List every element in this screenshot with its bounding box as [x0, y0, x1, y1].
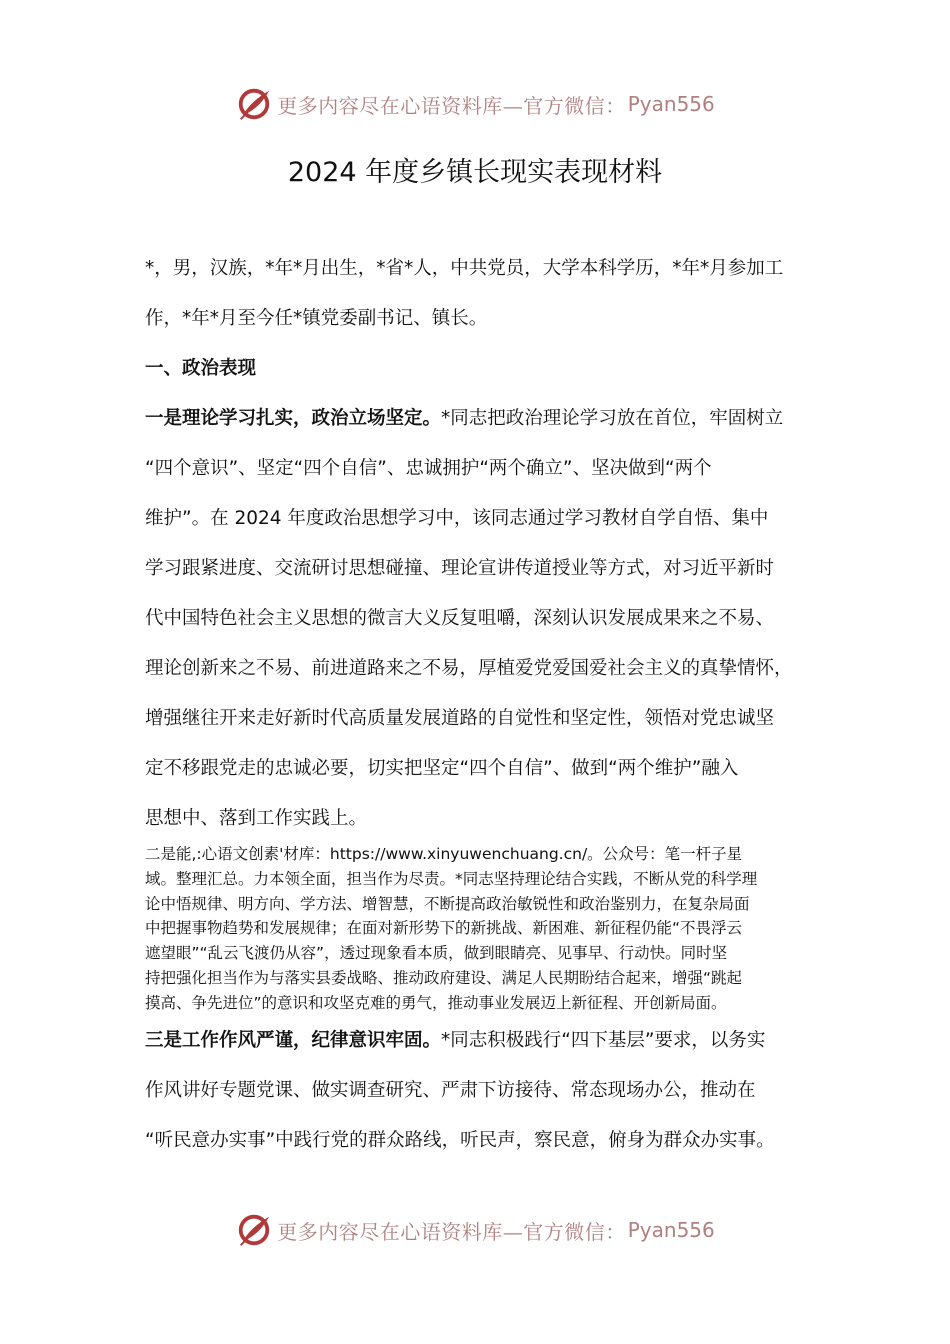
watermark-library-name: 更多内容尽在心语资料库	[277, 1219, 503, 1244]
para1-line: 代中国特色社会主义思想的微言大义反复咀嚼，深刻认识发展成果来之不易、	[145, 608, 775, 629]
para2-line: 论中悟规律、明方向、学方法、增智慧，不断提高政治敏锐性和政治鉴别力，在复杂局面	[145, 894, 750, 913]
watermark-wechat-label: 官方微信：	[523, 1219, 626, 1244]
para1-line: “四个意识”、坚定“四个自信”、忠诚拥护“两个确立”、坚决做到“两个	[145, 458, 712, 479]
watermark-banner-top	[0, 84, 950, 124]
para1-first-line	[145, 394, 825, 444]
para1-line: 理论创新来之不易、前进道路来之不易，厚植爱党爱国爱社会主义的真挚情怀，	[145, 658, 793, 679]
watermark-library-name: 更多内容尽在心语资料库	[277, 93, 503, 118]
watermark-banner-bottom	[0, 1210, 950, 1250]
watermark-separator: —	[502, 1219, 524, 1244]
para2-line: 持把强化担当作为与落实县委战略、推动政府建设、满足人民期盼结合起来，增强“跳起	[145, 968, 743, 987]
para2-line: 中把握事物趋势和发展规律；在面对新形势下的新挑战、新困难、新征程仍能“不畏浮云	[145, 919, 743, 938]
paragraph-3	[145, 1016, 825, 1166]
intro-line: 作，*年*月至今任*镇党委副书记、镇长。	[145, 308, 488, 329]
intro-line: *，男，汉族，*年*月出生，*省*人，中共党员，大学本科学历，*年*月参加工	[145, 258, 784, 279]
watermark-text	[277, 90, 626, 119]
para1-line: 维护”。在 2024 年度政治思想学习中，该同志通过学习教材自学自悟、集中	[145, 508, 769, 529]
paragraph-1	[145, 394, 825, 844]
watermark-text	[277, 1216, 626, 1245]
para1-lead: 一是理论学习扎实，政治立场坚定。	[145, 408, 442, 429]
feather-logo-icon	[235, 85, 273, 123]
para1-line: 学习跟紧进度、交流研讨思想碰撞、理论宣讲传道授业等方式，对习近平新时	[145, 558, 775, 579]
section1-heading: 一、政治表现	[145, 358, 257, 379]
para3-first-line	[145, 1016, 825, 1066]
para3-first-line-rest: *同志积极践行“四下基层”要求，以务实	[441, 1030, 766, 1051]
para2-line: 二是能,:心语文创素'材库：https://www.xinyuwenchuang.cn/。公众号：笔一杆子星	[145, 845, 743, 863]
watermark-wechat-id: Pyan556	[627, 92, 715, 116]
intro-paragraph	[145, 244, 825, 344]
paragraph-2	[145, 842, 825, 1016]
para3-line: “听民意办实事”中践行党的群众路线，听民声，察民意，俯身为群众办实事。	[145, 1130, 775, 1151]
para2-line: 摸高、争先进位”的意识和攻坚克难的勇气，推动事业发展迈上新征程、开创新局面。	[145, 993, 727, 1012]
document-title: 2024 年度乡镇长现实表现材料	[287, 157, 663, 188]
para1-line: 定不移跟党走的忠诚必要，切实把坚定“四个自信”、做到“两个维护”融入	[145, 758, 739, 779]
watermark-wechat-id: Pyan556	[627, 1218, 715, 1242]
watermark-wechat-label: 官方微信：	[523, 93, 626, 118]
para1-line: 思想中、落到工作实践上。	[145, 808, 368, 829]
watermark-separator: —	[502, 93, 524, 118]
section-heading	[145, 344, 825, 394]
para2-line: 域。整理汇总。力本领全面，担当作为尽责。*同志坚持理论结合实践，不断从党的科学理	[145, 869, 758, 888]
feather-logo-icon	[235, 1211, 273, 1249]
para2-line: 遮望眼”“乱云飞渡仍从容”，透过现象看本质，做到眼睛亮、见事早、行动快。同时坚	[145, 944, 728, 963]
para3-lead: 三是工作作风严谨，纪律意识牢固。	[145, 1030, 442, 1051]
para1-first-line-rest: *同志把政治理论学习放在首位，牢固树立	[441, 408, 784, 429]
para3-line: 作风讲好专题党课、做实调查研究、严肃下访接待、常态现场办公，推动在	[145, 1080, 756, 1101]
para1-line: 增强继往开来走好新时代高质量发展道路的自觉性和坚定性，领悟对党忠诚坚	[145, 708, 775, 729]
